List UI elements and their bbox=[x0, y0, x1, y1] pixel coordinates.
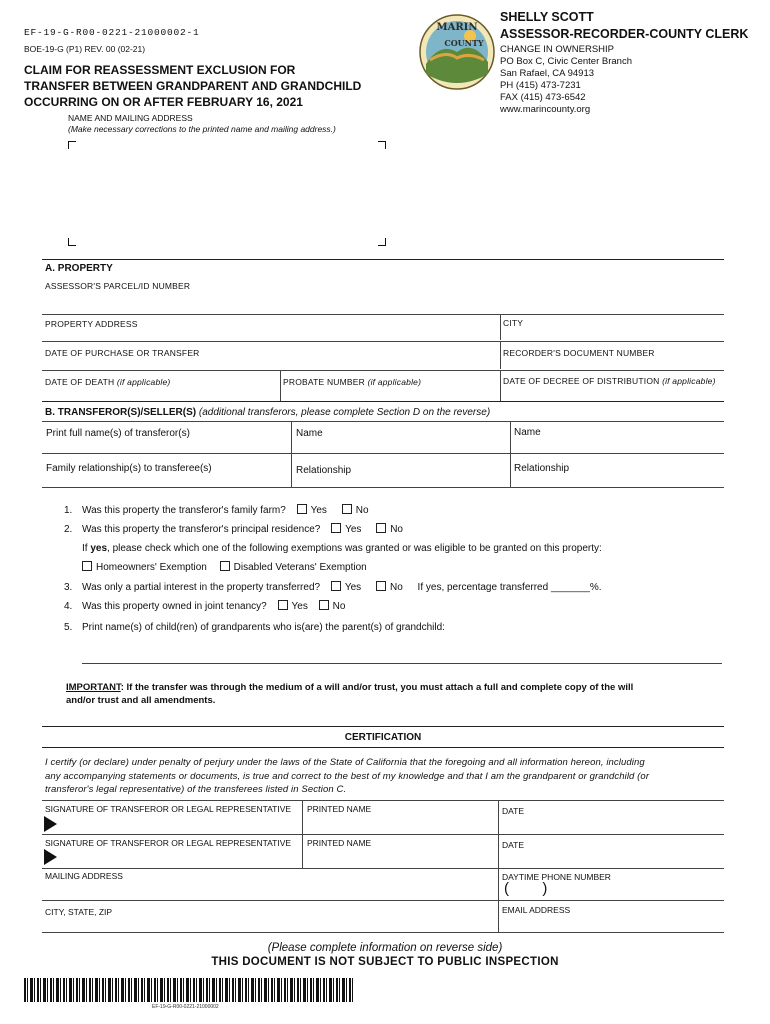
name-mailing-address-field[interactable] bbox=[76, 150, 376, 236]
city-state-zip-label: CITY, STATE, ZIP bbox=[45, 907, 113, 917]
q1-no-checkbox[interactable] bbox=[342, 504, 352, 514]
q3-yes-checkbox[interactable] bbox=[331, 581, 341, 591]
public-inspection-notice: THIS DOCUMENT IS NOT SUBJECT TO PUBLIC INSPECTION bbox=[211, 956, 559, 968]
office-phone: PH (415) 473-7231 bbox=[500, 80, 581, 91]
barcode-text: EF-19-G-R00-0221-21000002 bbox=[152, 1004, 219, 1010]
question-3: 3. Was only a partial interest in the property transferred? Yes No If yes, percentage transferred _______%. bbox=[64, 582, 602, 593]
form-revision: BOE-19-G (P1) REV. 00 (02-21) bbox=[24, 44, 146, 54]
name-address-title: NAME AND MAILING ADDRESS bbox=[68, 113, 193, 123]
city-field[interactable] bbox=[503, 329, 721, 340]
certification-text: I certify (or declare) under penalty of perjury under the laws of the State of California that the foregoing and all information hereon, including any accompanying statements or documents, is true and correct to the best of my knowledge and that I am the grandparent or grandchild (or transferor's legal representative) of the transferees listed in Section C. bbox=[45, 757, 650, 795]
office-address2: San Rafael, CA 94913 bbox=[500, 68, 595, 79]
title-line-2: TRANSFER BETWEEN GRANDPARENT AND GRANDCHILD bbox=[24, 79, 362, 93]
assessor-title: ASSESSOR-RECORDER-COUNTY CLERK bbox=[500, 27, 749, 41]
decree-label: DATE OF DECREE OF DISTRIBUTION (if applicable) bbox=[503, 376, 716, 386]
county-seal-logo bbox=[418, 12, 496, 92]
transferor-names-label: Print full name(s) of transferor(s) bbox=[46, 428, 190, 439]
sign-here-arrow-icon bbox=[44, 849, 57, 865]
question-2-followup: If yes, please check which one of the following exemptions was granted or was eligible to be granted on this property: bbox=[82, 543, 602, 554]
q1-yes-checkbox[interactable] bbox=[297, 504, 307, 514]
purchase-date-label: DATE OF PURCHASE OR TRANSFER bbox=[45, 348, 200, 358]
office-address1: PO Box C, Civic Center Branch bbox=[500, 56, 632, 67]
q2-yes-checkbox[interactable] bbox=[331, 523, 341, 533]
signature2-field[interactable] bbox=[62, 848, 298, 866]
date1-label: DATE bbox=[502, 806, 525, 816]
purchase-date-field[interactable] bbox=[45, 358, 497, 369]
form-title bbox=[24, 62, 361, 110]
seal-text-county: COUNTY bbox=[444, 38, 484, 48]
reverse-side-note: (Please complete information on reverse side) bbox=[267, 942, 503, 954]
office-website[interactable]: www.marincounty.org bbox=[500, 104, 591, 115]
phone-label: DAYTIME PHONE NUMBER bbox=[502, 872, 611, 882]
q2-no-checkbox[interactable] bbox=[376, 523, 386, 533]
parent-names-field[interactable] bbox=[82, 638, 722, 662]
certification-heading: CERTIFICATION bbox=[344, 732, 422, 743]
form-code: EF-19-G-R00-0221-21000002-1 bbox=[24, 27, 200, 38]
relationship2-label: Relationship bbox=[514, 463, 570, 474]
office-block bbox=[500, 10, 748, 116]
probate-label: PROBATE NUMBER (if applicable) bbox=[283, 377, 422, 387]
exemption-options: Homeowners' Exemption Disabled Veterans' Exemption bbox=[78, 561, 367, 573]
recorder-doc-field[interactable] bbox=[503, 358, 721, 369]
assessor-name: SHELLY SCOTT bbox=[500, 10, 594, 24]
barcode bbox=[24, 978, 354, 1002]
property-address-label: PROPERTY ADDRESS bbox=[45, 319, 138, 329]
relationship1-label: Relationship bbox=[296, 465, 352, 476]
question-1: 1. Was this property the transferor's family farm? Yes No bbox=[64, 505, 369, 516]
office-fax: FAX (415) 473-6542 bbox=[500, 92, 586, 103]
question-4: 4. Was this property owned in joint tenancy? Yes No bbox=[64, 601, 346, 612]
mailing-address-label: MAILING ADDRESS bbox=[45, 871, 123, 881]
signature2-label: SIGNATURE OF TRANSFEROR OR LEGAL REPRESENTATIVE bbox=[45, 838, 292, 848]
email-label: EMAIL ADDRESS bbox=[502, 905, 571, 915]
signature1-label: SIGNATURE OF TRANSFEROR OR LEGAL REPRESENTATIVE bbox=[45, 804, 292, 814]
family-relationship-label: Family relationship(s) to transferee(s) bbox=[46, 463, 212, 474]
date2-label: DATE bbox=[502, 840, 525, 850]
phone-field[interactable]: ( ) bbox=[504, 880, 548, 897]
title-line-1: CLAIM FOR REASSESSMENT EXCLUSION FOR bbox=[24, 63, 296, 77]
q3-percentage[interactable]: If yes, percentage transferred _______%. bbox=[417, 582, 602, 593]
address-corner-bl bbox=[68, 238, 76, 246]
veterans-exemption-checkbox[interactable] bbox=[220, 561, 230, 571]
address-corner-tl bbox=[68, 141, 76, 149]
sign-here-arrow-icon bbox=[44, 816, 57, 832]
printed-name1-label: PRINTED NAME bbox=[307, 804, 372, 814]
q4-yes-checkbox[interactable] bbox=[278, 600, 288, 610]
q3-no-checkbox[interactable] bbox=[376, 581, 386, 591]
parcel-label: ASSESSOR'S PARCEL/ID NUMBER bbox=[45, 281, 191, 291]
title-line-3: OCCURRING ON OR AFTER FEBRUARY 16, 2021 bbox=[24, 95, 303, 109]
question-2: 2. Was this property the transferor's principal residence? Yes No bbox=[64, 524, 403, 535]
name-address-note: (Make necessary corrections to the printed name and mailing address.) bbox=[68, 124, 336, 134]
parcel-number-field[interactable] bbox=[45, 292, 723, 312]
property-address-field[interactable] bbox=[45, 329, 497, 340]
signature1-field[interactable] bbox=[62, 814, 298, 832]
section-a-heading: A. PROPERTY bbox=[45, 263, 113, 274]
address-corner-tr bbox=[378, 141, 386, 149]
recorder-doc-label: RECORDER'S DOCUMENT NUMBER bbox=[503, 348, 655, 358]
homeowners-exemption-checkbox[interactable] bbox=[82, 561, 92, 571]
section-b-heading: B. TRANSFEROR(S)/SELLER(S) (additional transferors, please complete Section D on the reverse) bbox=[45, 407, 491, 418]
q4-no-checkbox[interactable] bbox=[319, 600, 329, 610]
address-corner-br bbox=[378, 238, 386, 246]
seal-text-marin: MARIN bbox=[436, 22, 478, 33]
important-notice: IMPORTANT: If the transfer was through the medium of a will and/or trust, you must attach a full and complete copy of the will and/or trust and all amendments. bbox=[66, 682, 634, 706]
printed-name2-label: PRINTED NAME bbox=[307, 838, 372, 848]
question-5: 5. Print name(s) of child(ren) of grandparents who is(are) the parent(s) of grandchild: bbox=[64, 622, 445, 633]
name1-label: Name bbox=[296, 428, 323, 439]
office-dept: CHANGE IN OWNERSHIP bbox=[500, 44, 615, 55]
death-date-label: DATE OF DEATH (if applicable) bbox=[45, 377, 171, 387]
city-label: CITY bbox=[503, 318, 524, 328]
name2-label: Name bbox=[514, 427, 541, 438]
name-address-label bbox=[68, 113, 336, 135]
